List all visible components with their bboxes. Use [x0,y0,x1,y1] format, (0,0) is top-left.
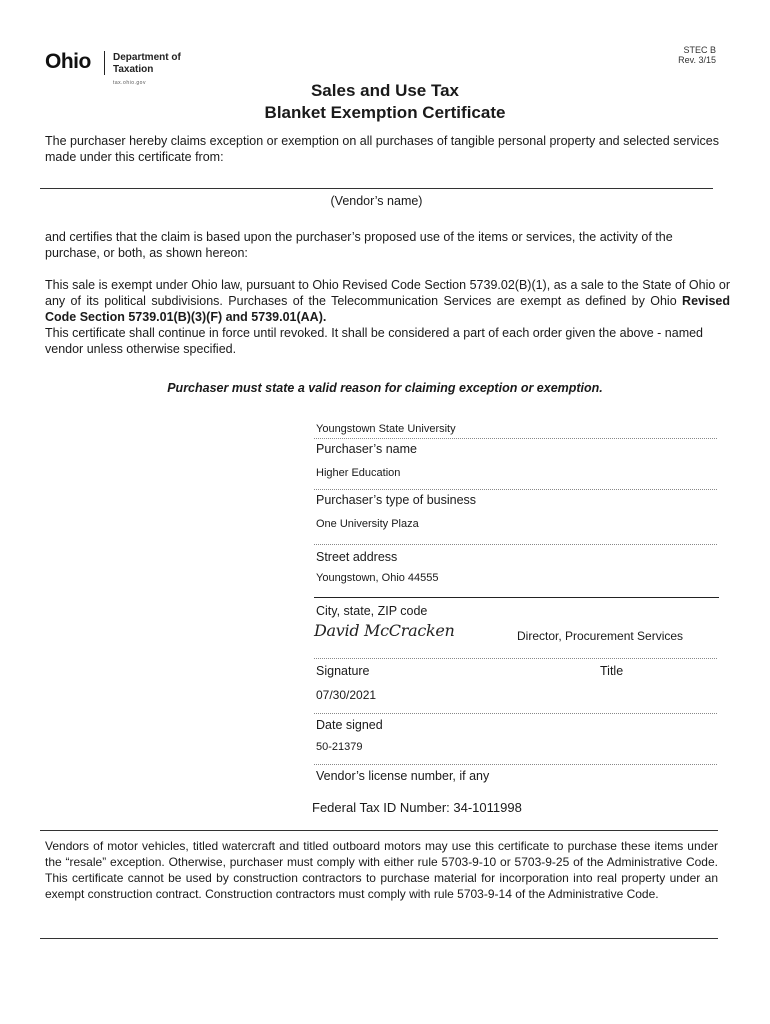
form-code: STEC B [683,45,716,55]
title-label: Title [600,664,624,678]
footer-notice: Vendors of motor vehicles, titled watercraft and titled outboard motors may use this certificate to purchase these items under the “resale” exception. Otherwise, purchaser must comply with either rule 5703-9-10 or 5703-9-25 of the Administrative Code. This certificate cannot be used by construction contractors to purchase material for incorporation into real property under an exempt construction contract. Construction contractors must comply with rule 5703-9-14 of the Administrative Code. [45,839,718,901]
vendor-name-line [40,188,713,189]
vendor-name-label: (Vendor’s name) [330,194,423,208]
title-line-2: Blanket Exemption Certificate [264,103,506,122]
form-identifier [678,45,716,65]
form-revision: Rev. 3/15 [678,55,716,65]
city-state-zip-label: City, state, ZIP code [316,604,428,618]
vendor-license-line [314,764,717,765]
footer-bottom-rule [40,938,718,939]
department-line-2: Taxation [113,64,154,75]
title-value: Director, Procurement Services [517,629,684,643]
reason-note: Purchaser must state a valid reason for claiming exception or exemption. [167,381,603,395]
department-name [113,52,181,76]
date-signed-value: 07/30/2021 [316,688,377,702]
business-type-line [314,489,717,490]
signature-value: David McCracken [314,621,455,640]
street-address-value: One University Plaza [316,518,419,530]
purchaser-name-line [314,438,717,439]
title-line-1: Sales and Use Tax [310,81,460,100]
purchaser-name-value: Youngstown State University [316,423,456,435]
exemption-code-reference: Revised Code Section 5739.01(B)(3)(F) and 5739.01(AA). [45,294,730,324]
vendor-license-label: Vendor’s license number, if any [316,769,490,783]
purchaser-name-label: Purchaser’s name [316,442,417,456]
department-line-1: Department of [113,52,181,63]
exemption-paragraph [45,277,730,325]
logo-divider [104,51,105,75]
vendor-license-value: 50-21379 [316,741,363,753]
continuation-paragraph: This certificate shall continue in force until revoked. It shall be considered a part of each order given the above - named vendor unless otherwise specified. [45,326,704,356]
date-signed-line [314,713,717,714]
certifies-paragraph: and certifies that the claim is based upon the purchaser’s proposed use of the items or services, the activity of the purchase, or both, as shown hereon: [45,230,673,260]
business-type-value: Higher Education [316,467,401,479]
street-address-line [314,544,717,545]
business-type-label: Purchaser’s type of business [316,493,477,507]
street-address-label: Street address [316,550,398,564]
signature-label: Signature [316,664,370,678]
logo-tagline: tax.ohio.gov [113,80,146,86]
document-title [0,80,770,124]
ohio-logo: Ohio [45,50,91,73]
federal-tax-id: Federal Tax ID Number: 34-1011998 [312,800,522,815]
intro-paragraph: The purchaser hereby claims exception or exemption on all purchases of tangible personal property and selected services made under this certificate from: [45,134,719,164]
city-state-zip-value: Youngstown, Ohio 44555 [316,572,439,584]
date-signed-label: Date signed [316,718,383,732]
signature-title-line [314,658,717,659]
exemption-text: This sale is exempt under Ohio law, pursuant to Ohio Revised Code Section 5739.02(B)(1), as a sale to the State of Ohio or any of its political subdivisions. Purchases of the Telecommunication Services are exempt as defined by Ohio [45,278,730,308]
city-state-zip-line [314,597,719,598]
footer-top-rule [40,830,718,831]
